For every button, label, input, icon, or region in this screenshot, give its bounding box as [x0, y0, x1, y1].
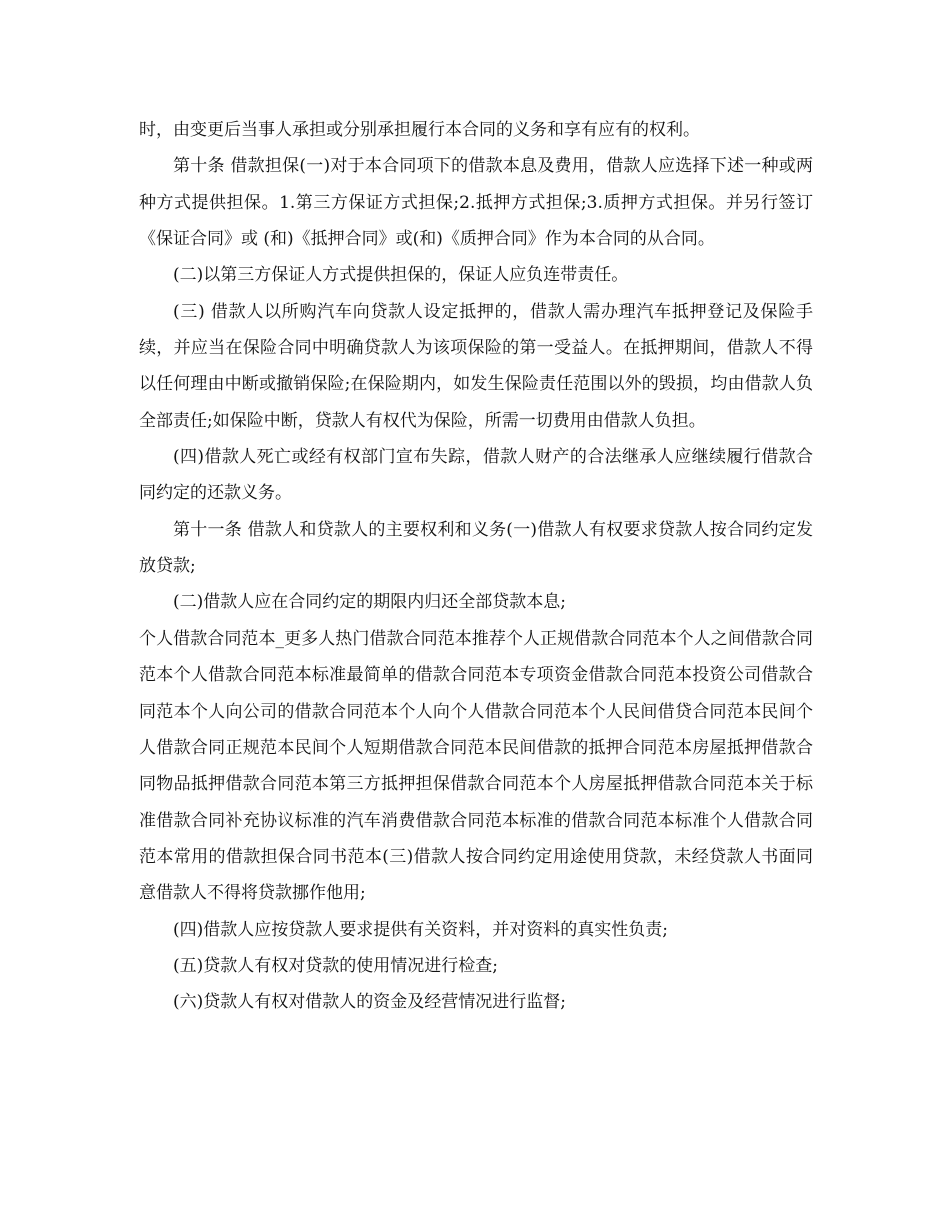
paragraph-inheritance: (四)借款人死亡或经有权部门宣布失踪，借款人财产的合法继承人应继续履行借款合同约定的还款义务。: [139, 447, 813, 504]
paragraph-related-templates: 个人借款合同范本_更多人热门借款合同范本推荐个人正规借款合同范本个人之间借款合同范本个人借款合同范本标准最简单的借款合同范本专项资金借款合同范本投资公司借款合同范本个人向公司的借款合同范本个人向个人借款合同范本个人民间借贷合同范本民间个人借款合同正规范本民间个人短期借款合同范本民间借款的抵押合同范本房屋抵押借款合同物品抵押借款合同范本第三方抵押担保借款合同范本个人房屋抵押借款合同范本关于标准借款合同补充协议标准的汽车消费借款合同范本标准的借款合同范本标准个人借款合同范本常用的借款担保合同书范本(三)借款人按合同约定用途使用贷款，未经贷款人书面同意借款人不得将贷款挪作他用;: [139, 628, 813, 904]
paragraph-guarantor-liability: (二)以第三方保证人方式提供担保的，保证人应负连带责任。: [173, 265, 629, 286]
paragraph-repayment: (二)借款人应在合同约定的期限内归还全部贷款本息;: [173, 592, 566, 613]
paragraph-article-11: 第十一条 借款人和贷款人的主要权利和义务(一)借款人有权要求贷款人按合同约定发放贷款;: [139, 519, 813, 577]
paragraph-vehicle-mortgage: (三) 借款人以所购汽车向贷款人设定抵押的，借款人需办理汽车抵押登记及保险手续，并应当在保险合同中明确贷款人为该项保险的第一受益人。在抵押期间，借款人不得以任何理由中断或撤销保险;在保险期内，如发生保险责任范围以外的毁损，均由借款人负全部责任;如保险中断，贷款人有权代为保险，所需一切费用由借款人负担。: [139, 301, 813, 431]
paragraph-provide-materials: (四)借款人应按贷款人要求提供有关资料，并对资料的真实性负责;: [173, 919, 668, 940]
paragraph-supervision: (六)贷款人有权对借款人的资金及经营情况进行监督;: [173, 992, 566, 1013]
paragraph-continuation: 时，由变更后当事人承担或分别承担履行本合同的义务和享有应有的权利。: [139, 120, 700, 140]
paragraph-article-10: 第十条 借款担保(一)对于本合同项下的借款本息及费用，借款人应选择下述一种或两种方式提供担保。1.第三方保证方式担保;2.抵押方式担保;3.质押方式担保。并另行签订《保证合同》或 (和)《抵押合同》或(和)《质押合同》作为本合同的从合同。: [139, 156, 813, 250]
paragraph-loan-inspection: (五)贷款人有权对贷款的使用情况进行检查;: [173, 955, 498, 976]
document-body: [139, 112, 813, 1021]
